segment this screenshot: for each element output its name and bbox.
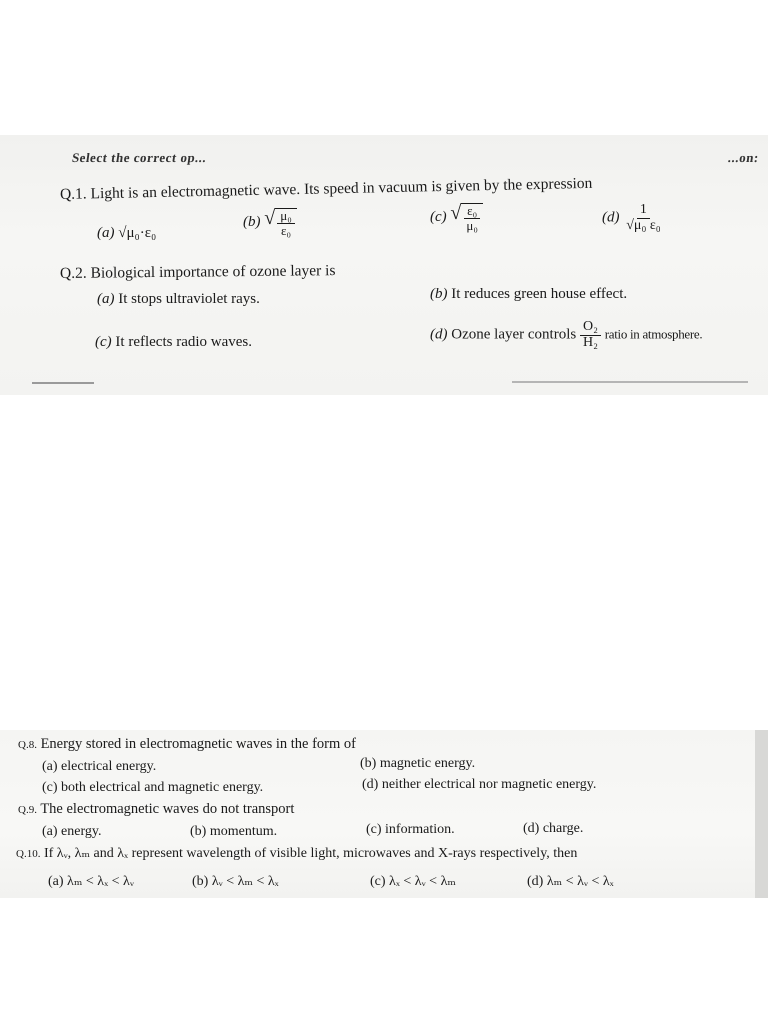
fraction-numerator: μ₀ bbox=[277, 209, 295, 224]
option-label: (b) bbox=[430, 286, 448, 302]
option-text: It reduces green house effect. bbox=[451, 286, 628, 302]
q1-option-a bbox=[97, 225, 156, 242]
q8-option-a: (a) electrical energy. bbox=[42, 759, 157, 774]
q10-option-c: (c) λₓ < λᵥ < λₘ bbox=[370, 874, 456, 889]
question-number: Q.9. bbox=[18, 804, 37, 816]
question-text: Light is an electromagnetic wave. Its speed in vacuum is given by the expression bbox=[90, 174, 593, 203]
question-text: Energy stored in electromagnetic waves in the form of bbox=[40, 736, 356, 752]
q10-option-d: (d) λₘ < λᵥ < λₓ bbox=[527, 874, 614, 889]
option-label: (a) bbox=[97, 291, 115, 307]
instruction-header-right: ...on: bbox=[727, 150, 760, 165]
q1-option-d bbox=[602, 203, 664, 233]
question-number: Q.2. bbox=[59, 264, 87, 282]
divider-right bbox=[512, 381, 748, 383]
q8-option-d: (d) neither electrical nor magnetic energy. bbox=[362, 777, 597, 792]
option-label: (c) bbox=[430, 209, 447, 226]
option-label: (c) bbox=[95, 334, 112, 350]
divider-left bbox=[32, 382, 94, 384]
fraction-numerator: 1 bbox=[637, 203, 650, 219]
option-label: (d) bbox=[602, 209, 620, 226]
radical-sign-icon: √ bbox=[450, 202, 462, 224]
q2-option-a bbox=[97, 291, 260, 308]
fraction-denominator: ε₀ bbox=[280, 222, 291, 238]
question-10 bbox=[16, 845, 577, 862]
radical-sign-icon: √ bbox=[264, 207, 276, 229]
q10-option-a: (a) λₘ < λₓ < λᵥ bbox=[48, 874, 134, 889]
option-text: It stops ultraviolet rays. bbox=[118, 291, 260, 307]
option-tail: ratio in atmosphere. bbox=[604, 326, 703, 342]
q2-option-c bbox=[95, 334, 252, 351]
question-number: Q.8. bbox=[18, 739, 37, 751]
option-label: (d) bbox=[430, 326, 448, 343]
square-root bbox=[450, 203, 483, 232]
q1-option-c bbox=[430, 203, 483, 232]
question-9 bbox=[18, 801, 294, 818]
option-expression: √μ₀·ε₀ bbox=[118, 225, 157, 241]
question-2 bbox=[60, 262, 336, 283]
q10-option-b: (b) λᵥ < λₘ < λₓ bbox=[192, 874, 279, 889]
question-text: If λᵥ, λₘ and λₓ represent wavelength of visible light, microwaves and X-rays respectively, then bbox=[43, 846, 578, 861]
q9-option-d: (d) charge. bbox=[523, 821, 584, 836]
fraction-denominator: √μ₀ ε₀ bbox=[626, 217, 661, 233]
q2-option-d bbox=[430, 320, 702, 350]
q8-option-c: (c) both electrical and magnetic energy. bbox=[42, 780, 264, 795]
q2-option-b bbox=[430, 286, 627, 303]
option-text: It reflects radio waves. bbox=[115, 334, 253, 350]
question-8 bbox=[18, 736, 356, 753]
q8-option-b: (b) magnetic energy. bbox=[360, 756, 476, 771]
instruction-header: Select the correct op... bbox=[71, 150, 208, 165]
option-label: (a) bbox=[97, 225, 115, 241]
option-text: Ozone layer controls bbox=[451, 326, 577, 343]
q9-option-a: (a) energy. bbox=[42, 824, 102, 839]
q9-option-c: (c) information. bbox=[366, 822, 455, 837]
fraction-denominator: μ₀ bbox=[466, 217, 478, 233]
q9-option-b: (b) momentum. bbox=[190, 824, 278, 839]
fraction-denominator: H₂ bbox=[582, 334, 598, 350]
question-text: Biological importance of ozone layer is bbox=[90, 262, 336, 282]
fraction-numerator: O₂ bbox=[580, 320, 601, 336]
question-text: The electromagnetic waves do not transport bbox=[40, 801, 295, 817]
option-label: (b) bbox=[243, 214, 261, 231]
question-number: Q.1. bbox=[59, 185, 87, 203]
square-root bbox=[264, 208, 297, 237]
question-number: Q.10. bbox=[16, 848, 41, 860]
page-edge-shadow bbox=[755, 730, 768, 898]
fraction-numerator: ε₀ bbox=[464, 204, 480, 219]
q1-option-b bbox=[243, 208, 297, 237]
